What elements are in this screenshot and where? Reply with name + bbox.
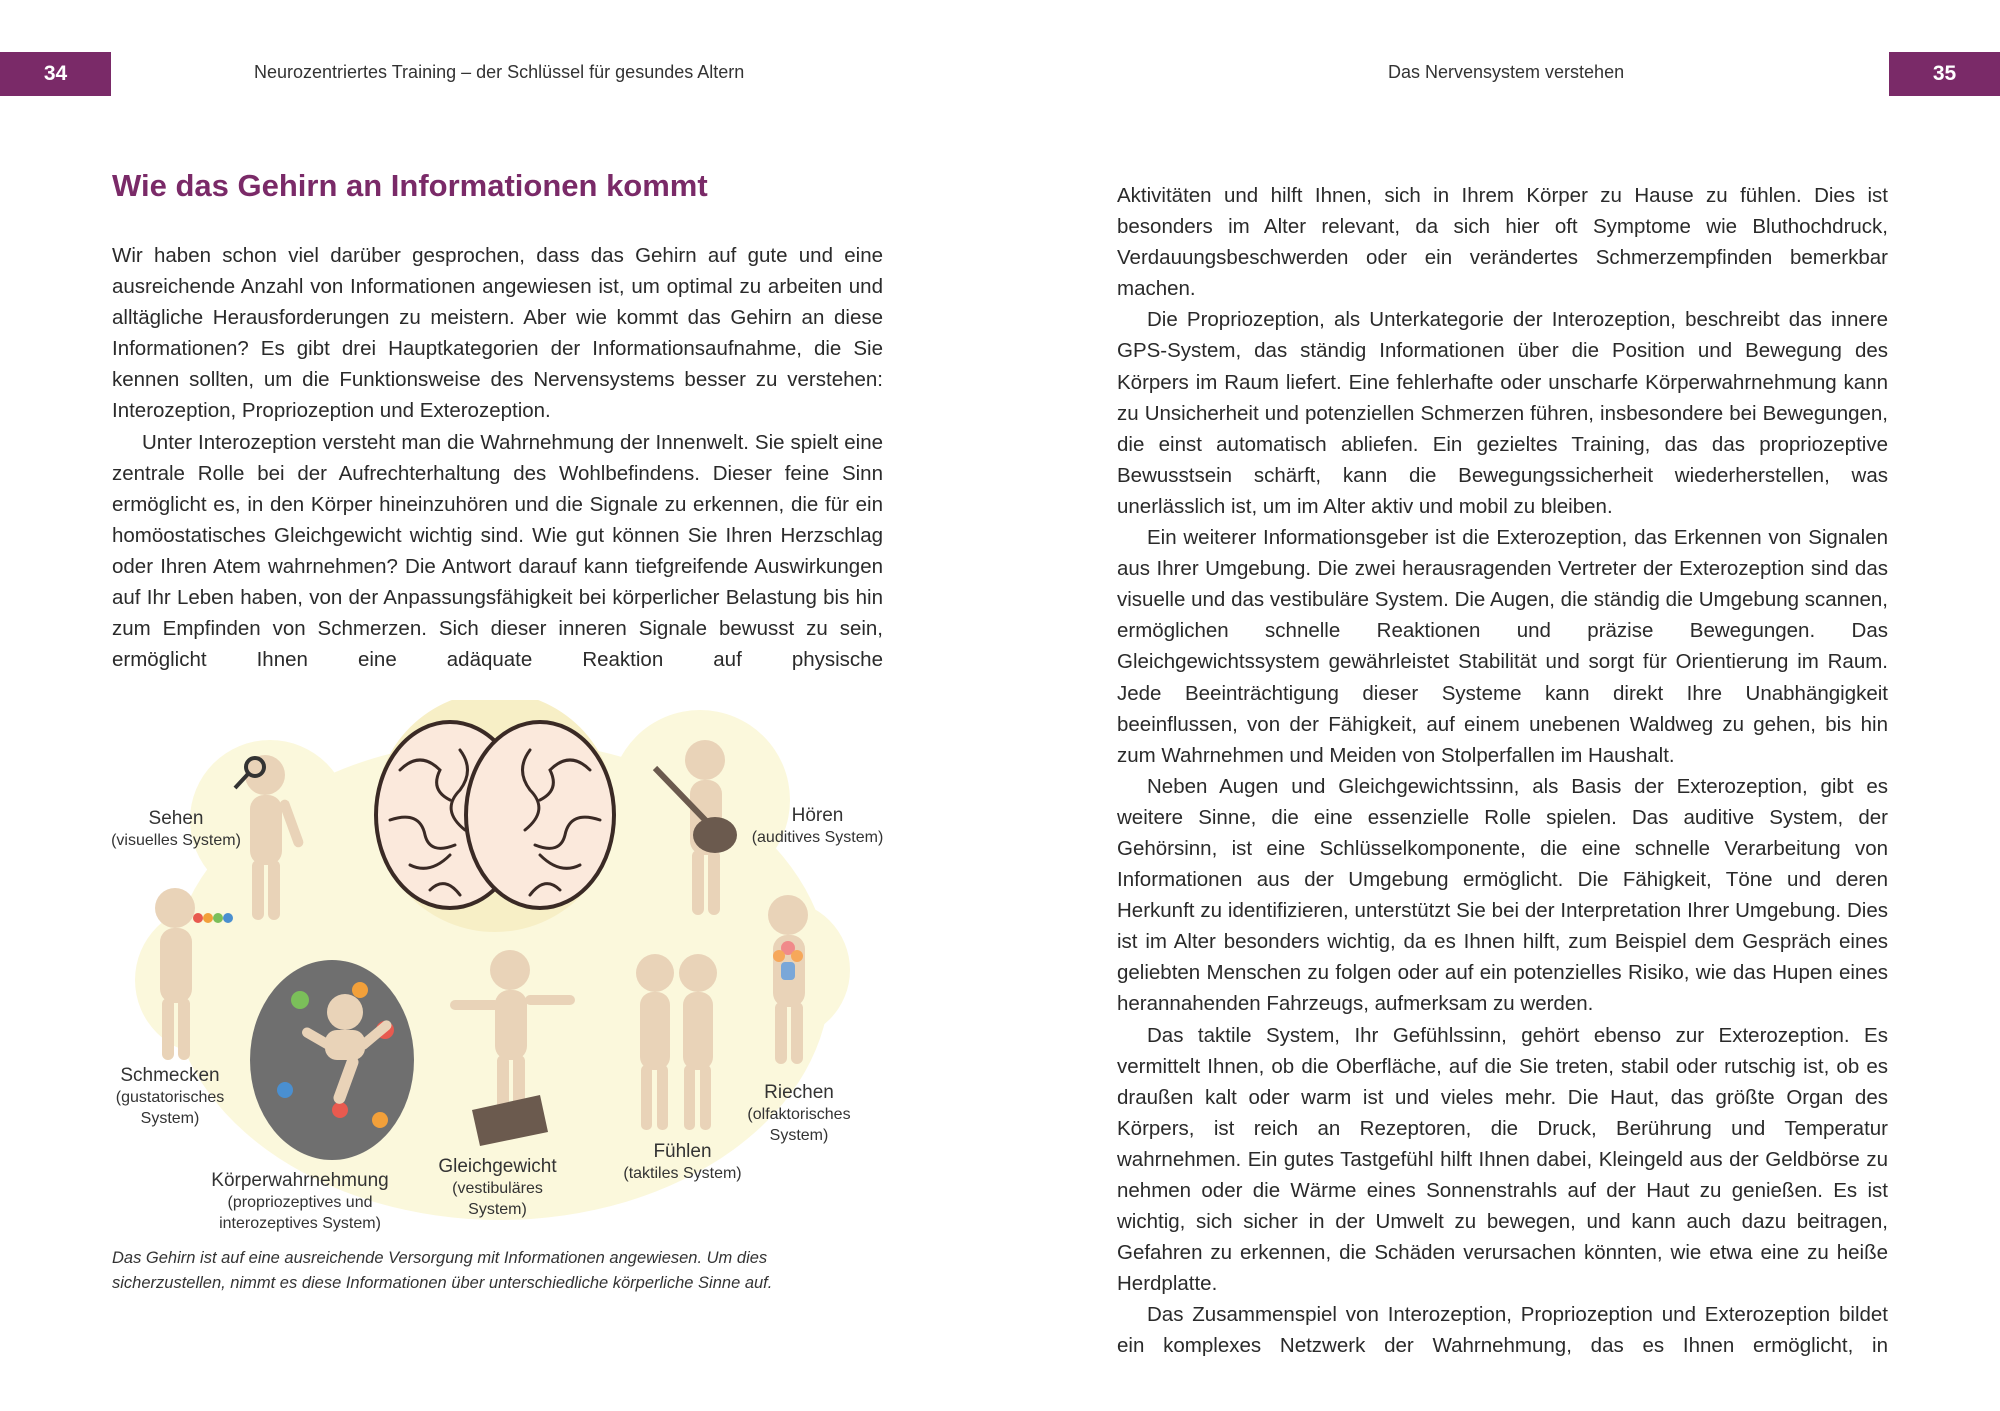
page-number-left: 34	[0, 52, 111, 96]
paragraph: Das taktile System, Ihr Gefühlssinn, gehört ebenso zur Exterozeption. Es vermittelt Ihnen, ob die Oberfläche, auf die Sie treten, stabil oder rutschig ist, ob es draußen kalt oder warm ist und vieles mehr. Die Haut, das größte Organ des Körpers, ist reich an Rezeptoren, die Druck, Berührung und Temperatur wahrnehmen. Ein gutes Tastgefühl hilft Ihnen dabei, Kleingeld aus der Geldbörse zu nehmen oder die Wärme eines Sonnenstrahls auf der Haut zu genießen. Es ist wichtig, sich sicher in der Umwelt zu bewegen, und kann auch dazu beitragen, Gefahren zu erkennen, die Schäden verursachen könnten, wie etwa eine zu heiße Herdplatte.	[1117, 1023, 1888, 1296]
paragraph: Wir haben schon viel darüber gesprochen, dass das Gehirn auf gute und eine ausreichende Anzahl von Informationen angewiesen ist, um optimal zu arbeiten und alltägliche Herausforderungen zu meistern. Aber wie kommt das Gehirn an diese Informationen? Es gibt drei Hauptkategorien der Informationsaufnahme, die Sie kennen sollten, um die Funktionsweise des Nervensystems besser zu verstehen: Interozeption, Propriozeption und Exterozeption.	[112, 244, 883, 423]
running-header-left: Neurozentriertes Training – der Schlüssel für gesundes Altern	[254, 62, 745, 82]
label-schmecken: Schmecken (gustatorisches System)	[115, 1065, 225, 1127]
label-riechen: Riechen (olfaktorisches System)	[747, 1082, 851, 1144]
brain-icon	[375, 700, 615, 932]
label-koerperwahrnehmung: Körperwahrnehmung (propriozeptives und interozeptives System)	[211, 1170, 389, 1232]
label-hoeren: Hören (auditives System)	[751, 805, 884, 846]
paragraph: Aktivitäten und hilft Ihnen, sich in Ihrem Körper zu Hause zu fühlen. Dies ist besonders im Alter relevant, da sich hier oft Symptome wie Bluthochdruck, Verdauungsbeschwerden oder ein verändertes Schmerzempfinden bemerkbar machen.	[1117, 184, 1888, 301]
paragraph: Das Zusammenspiel von Interozeption, Propriozeption und Exterozeption bildet ein komplexes Netzwerk der Wahrnehmung, das es Ihnen ermöglicht, in	[1117, 1303, 1888, 1358]
right-page-text	[1117, 180, 1888, 1362]
page-number-right: 35	[1889, 52, 2000, 96]
left-page-text	[112, 240, 883, 675]
label-sehen: Sehen (visuelles System)	[111, 808, 241, 849]
climbing-rock-icon	[250, 960, 414, 1160]
label-gleichgewicht: Gleichgewicht (vestibuläres System)	[438, 1156, 557, 1218]
label-fuehlen: Fühlen (taktiles System)	[623, 1141, 742, 1182]
paragraph: Unter Interozeption versteht man die Wahrnehmung der Innenwelt. Sie spielt eine zentrale Rolle bei der Aufrechterhaltung des Wohlbefindens. Dieser feine Sinn ermöglicht es, in den Körper hineinzuhören und die Signale zu erkennen, die für ein homöostatisches Gleichgewicht wichtig sind. Wie gut können Sie Ihren Herzschlag oder Ihren Atem wahrnehmen? Die Antwort darauf kann tiefgreifende Auswirkungen auf Ihr Leben haben, von der Anpassungsfähigkeit bei körperlicher Belastung bis hin zum Empfinden von Schmerzen. Sich dieser inneren Signale bewusst zu sein, ermöglicht Ihnen eine adäquate Reaktion auf physische	[112, 430, 883, 672]
figure-caption: Das Gehirn ist auf eine ausreichende Versorgung mit Informationen angewiesen. Um dies sicherzustellen, nimmt es diese Informationen über unterschiedliche körperliche Sinne auf.	[112, 1249, 773, 1292]
running-header-right: Das Nervensystem verstehen	[1388, 62, 1625, 82]
senses-illustration	[100, 700, 900, 1240]
paragraph: Ein weiterer Informationsgeber ist die Exterozeption, das Erkennen von Signalen aus Ihrer Umgebung. Die zwei herausragenden Vertreter der Exterozeption sind das visuelle und das vestibuläre System. Die Augen, die ständig die Umgebung scannen, ermöglichen schnelle Reaktionen und präzise Bewegungen. Das Gleichgewichtssystem gewährleistet Stabilität und sorgt für Orientierung im Raum. Jede Beeinträchtigung dieser Systeme kann direkt Ihre Unabhängigkeit beeinflussen, von der Fähigkeit, auf einem unebenen Waldweg zu gehen, bis hin zum Wahrnehmen und Meiden von Stolperfallen im Haushalt.	[1117, 526, 1888, 767]
paragraph: Die Propriozeption, als Unterkategorie der Interozeption, beschreibt das innere GPS-System, das ständig Informationen über die Position und Bewegung des Körpers im Raum liefert. Eine fehlerhafte oder unscharfe Körperwahrnehmung kann zu Unsicherheit und potenziellen Schmerzen führen, insbesondere bei Bewegungen, die einst automatisch abliefen. Ein gezieltes Training, das das propriozeptive Bewusstsein schärft, kann die Bewegungssicherheit wiederherstellen, was unerlässlich ist, um im Alter aktiv und mobil zu bleiben.	[1117, 308, 1888, 518]
section-heading: Wie das Gehirn an Informationen kommt	[112, 168, 708, 203]
paragraph: Neben Augen und Gleichgewichtssinn, als Basis der Exterozeption, gibt es weitere Sinne, die eine essenzielle Rolle spielen. Das auditive System, der Gehörsinn, ist eine Schlüsselkomponente, die eine schnelle Verarbeitung von Informationen aus der Umgebung ermöglicht. Die Fähigkeit, Töne und deren Herkunft zu identifizieren, unterstützt Sie bei der Interpretation Ihrer Umgebung. Dies ist im Alter besonders wichtig, da es Ihnen hilft, zum Beispiel dem Gespräch eines geliebten Menschen zu folgen oder auf ein potenzielles Risiko, wie das Hupen eines herannahenden Fahrzeugs, aufmerksam zu werden.	[1117, 774, 1888, 1016]
